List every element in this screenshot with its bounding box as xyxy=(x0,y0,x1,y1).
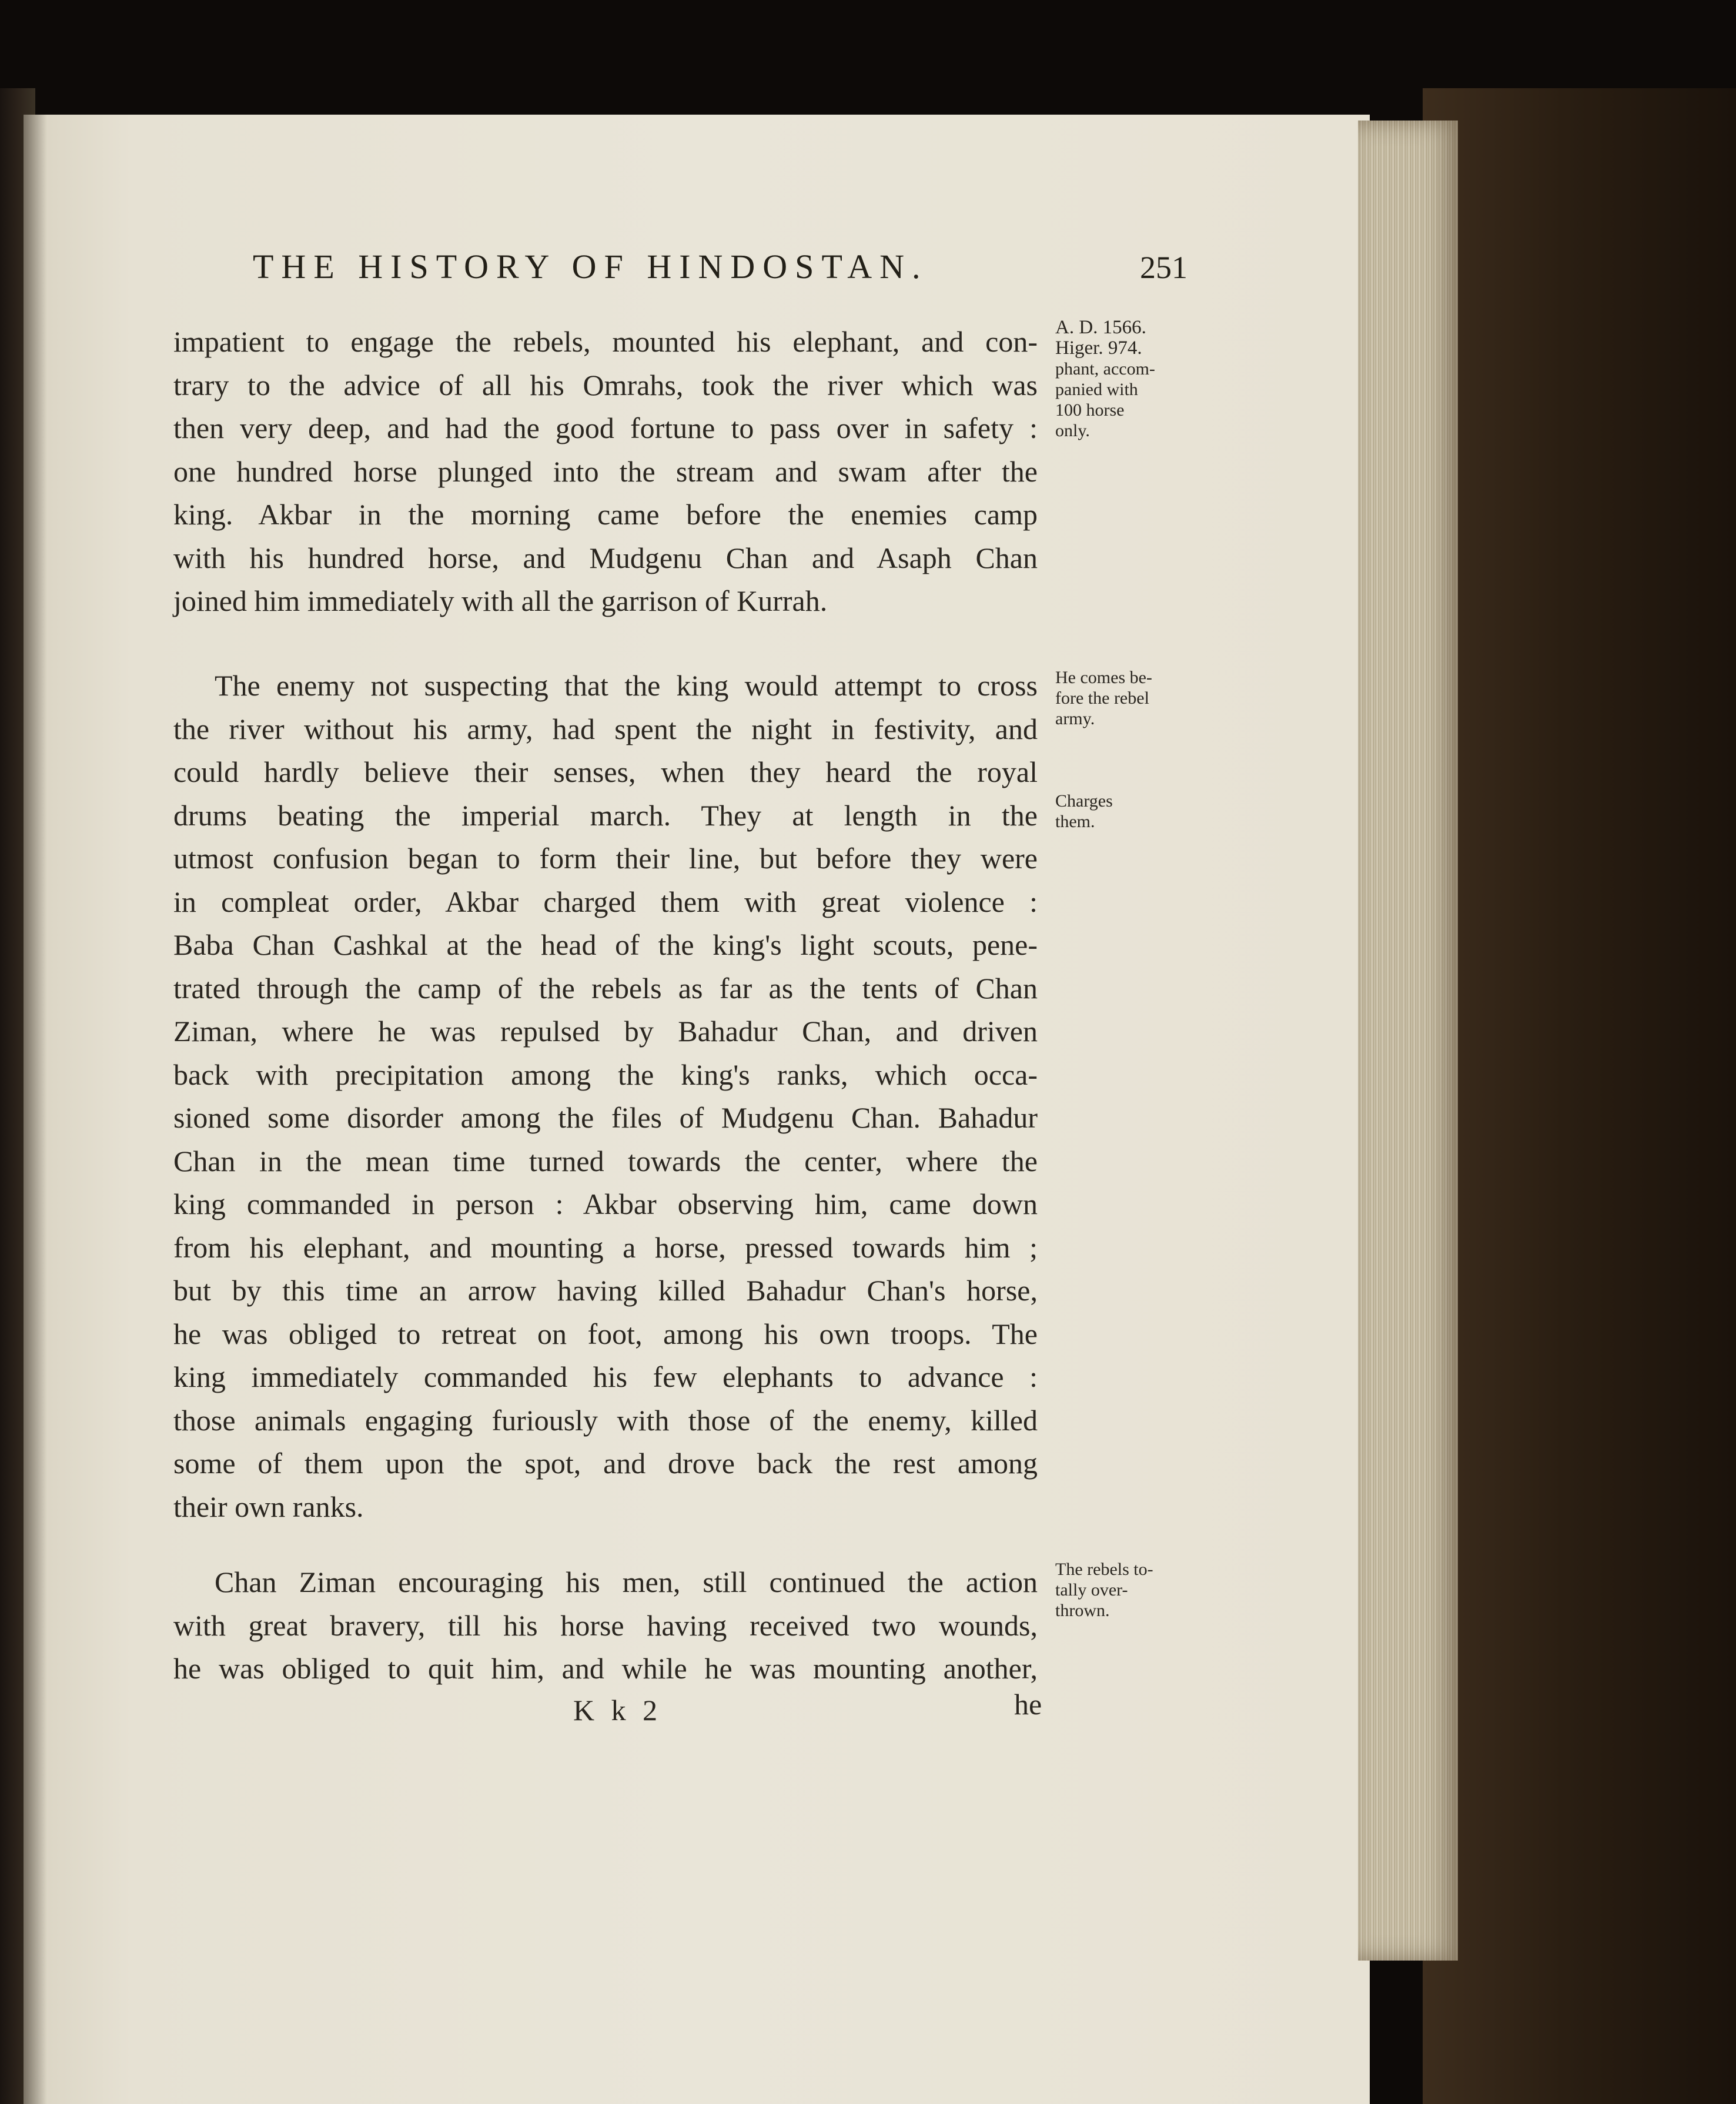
signature-mark: K k 2 xyxy=(573,1694,663,1727)
margin-note-line: He comes be- xyxy=(1055,668,1152,687)
margin-note-line: fore the rebel xyxy=(1055,688,1149,708)
margin-note-overthrown xyxy=(1055,1559,1193,1621)
page-header xyxy=(253,247,1223,294)
margin-note-charges xyxy=(1055,791,1193,832)
text-line: sioned some disorder among the files of Mudgenu Chan. Bahadur xyxy=(173,1101,1038,1134)
text-line: king commanded in person : Akbar observing him, came down xyxy=(173,1188,1038,1220)
inner-gutter-shadow xyxy=(24,115,47,2104)
margin-note-date xyxy=(1055,317,1193,441)
text-line: could hardly believe their senses, when they heard the royal xyxy=(173,755,1038,788)
margin-note-comes-before xyxy=(1055,667,1193,729)
text-line: king. Akbar in the morning came before the enemies camp xyxy=(173,498,1038,531)
margin-note-line: thrown. xyxy=(1055,1601,1110,1620)
text-line: with great bravery, till his horse having received two wounds, xyxy=(173,1608,1038,1642)
text-line: from his elephant, and mounting a horse, pressed towards him ; xyxy=(173,1230,1038,1264)
text-line: Chan in the mean time turned towards the center, where the xyxy=(173,1144,1038,1178)
margin-note-line: them. xyxy=(1055,812,1095,831)
text-line: he was obliged to retreat on foot, among his own troops. The xyxy=(173,1317,1038,1350)
margin-note-line: panied with xyxy=(1055,380,1138,399)
running-head: THE HISTORY OF HINDOSTAN. xyxy=(253,247,928,286)
paragraph-2 xyxy=(173,664,1038,1528)
text-line: drums beating the imperial march. They at length in the xyxy=(173,798,1038,832)
margin-note-line: only. xyxy=(1055,421,1090,440)
text-line: king immediately commanded his few elephants to advance : xyxy=(173,1360,1038,1393)
page-edges xyxy=(1358,121,1458,1961)
text-line: trary to the advice of all his Omrahs, took the river which was xyxy=(173,368,1038,402)
text-line: with his hundred horse, and Mudgenu Chan and Asaph Chan xyxy=(173,541,1038,574)
page-number: 251 xyxy=(1140,250,1188,285)
text-line: joined him immediately with all the garrison of Kurrah. xyxy=(173,584,828,617)
text-line: but by this time an arrow having killed Bahadur Chan's horse, xyxy=(173,1274,1038,1307)
margin-note-line: tally over- xyxy=(1055,1580,1128,1600)
margin-note-line: 100 horse xyxy=(1055,400,1125,420)
text-line: some of them upon the spot, and drove back the rest among xyxy=(173,1447,1038,1480)
paragraph-3 xyxy=(173,1561,1038,1691)
text-line: the river without his army, had spent the night in festivity, and xyxy=(173,712,1038,745)
text-line: utmost confusion began to form their line, but before they were xyxy=(173,842,1038,875)
text-line: then very deep, and had the good fortune to pass over in safety : xyxy=(173,412,1038,444)
margin-note-line: Higer. 974. xyxy=(1055,337,1142,359)
text-line: in compleat order, Akbar charged them with great violence : xyxy=(173,885,1038,918)
margin-note-line: Charges xyxy=(1055,791,1113,811)
text-line: Chan Ziman encouraging his men, still continued the action xyxy=(215,1566,1038,1598)
margin-note-line: army. xyxy=(1055,709,1095,728)
text-line: Ziman, where he was repulsed by Bahadur Chan, and driven xyxy=(173,1015,1038,1048)
margin-note-line: phant, accom- xyxy=(1055,359,1155,379)
text-line: impatient to engage the rebels, mounted his elephant, and con- xyxy=(173,325,1038,358)
text-line: one hundred horse plunged into the stream and swam after the xyxy=(173,454,1038,488)
catchword: he xyxy=(1014,1688,1042,1721)
margin-note-line: A. D. 1566. xyxy=(1055,317,1146,338)
text-line: those animals engaging furiously with those of the enemy, killed xyxy=(173,1403,1038,1437)
book-cover-right xyxy=(1423,88,1736,2104)
text-line: he was obliged to quit him, and while he was mounting another, xyxy=(173,1652,1038,1685)
margin-note-line: The rebels to- xyxy=(1055,1560,1153,1579)
text-line: The enemy not suspecting that the king would attempt to cross xyxy=(215,669,1038,702)
text-line: back with precipitation among the king's ranks, which occa- xyxy=(173,1058,1038,1091)
text-line: Baba Chan Cashkal at the head of the king's light scouts, pene- xyxy=(173,928,1038,961)
text-line: their own ranks. xyxy=(173,1490,364,1523)
text-line: trated through the camp of the rebels as far as the tents of Chan xyxy=(173,971,1038,1005)
paragraph-1 xyxy=(173,320,1038,623)
